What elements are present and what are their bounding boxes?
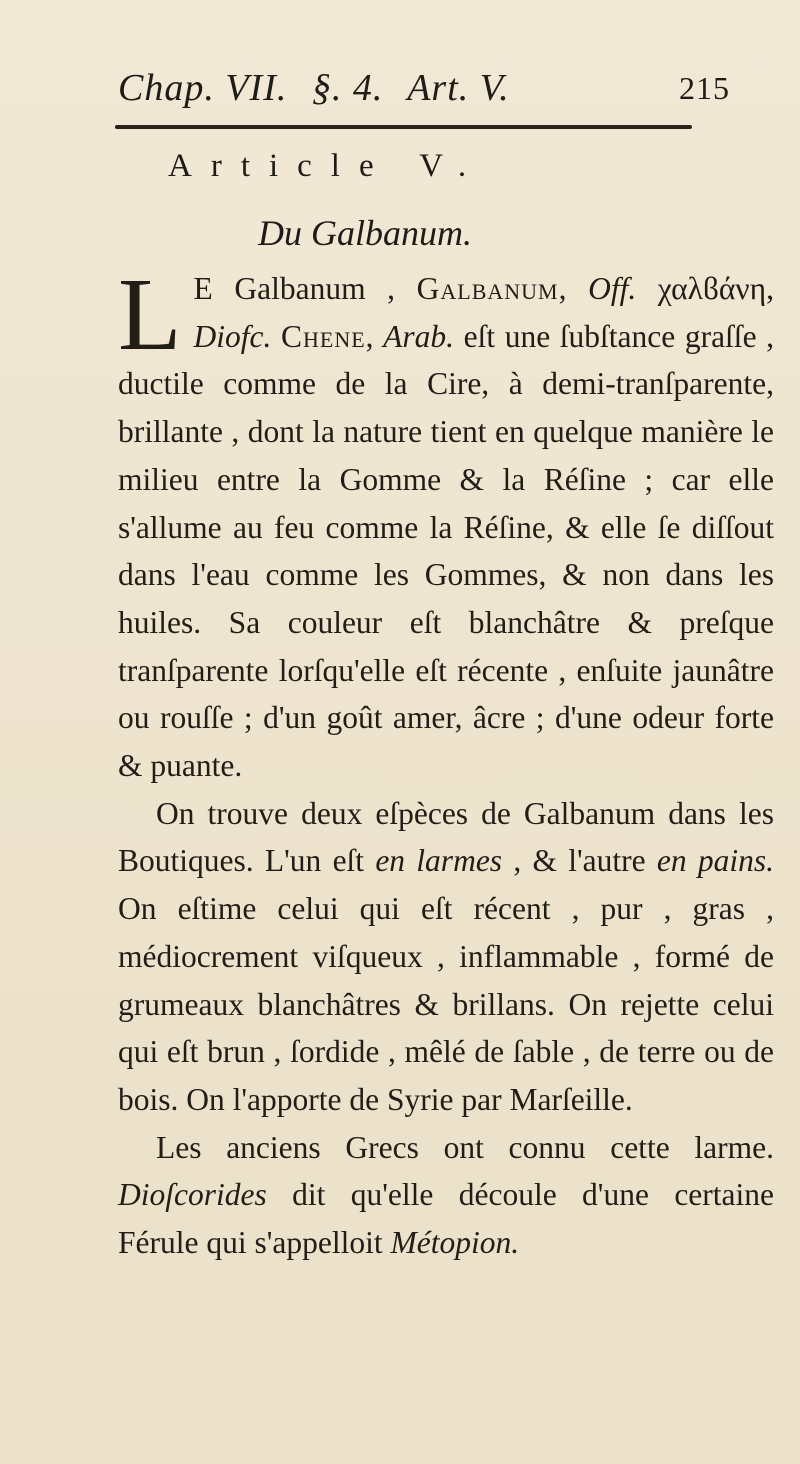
header-rule [115, 125, 692, 129]
text-run: , [558, 271, 589, 306]
article-label: Art. V. [407, 67, 510, 109]
text-run: en pains. [656, 843, 775, 879]
section-label: §. 4. [311, 67, 384, 109]
drop-cap: L [118, 257, 182, 372]
text-run: E Galbanum , [193, 271, 417, 306]
running-head [118, 66, 730, 116]
article-heading: Article V. [168, 148, 486, 184]
text-run: en larmes [375, 843, 503, 879]
paragraph-1 [118, 257, 775, 790]
text-run: Dioſcorides [118, 1177, 267, 1213]
text-run: , [365, 318, 384, 354]
text-run: Chene [281, 318, 366, 354]
text-run: On trouve deux eſpèces de Galbanum dans les Boutiques. L'un eſt [118, 795, 774, 879]
paragraph-3 [118, 1124, 774, 1267]
text-run [271, 319, 281, 354]
text-run: Diofc. [193, 318, 272, 354]
text-run: eſt une ſubſtance graſſe , ductile comme de la Cire, à demi-tranſparente, brillante , dont la nature tient en quelque manière le milieu entre la Gomme & la Réſine ; car elle s'allume au feu comme la Réſine, & elle ſe diſſout dans l'eau comme les Gommes, & non dans les huiles. Sa couleur eſt blanchâtre & preſque tranſparente lorſqu'elle eſt récente , enſuite jaunâtre ou rouſſe ; d'un goût amer, âcre ; d'une odeur forte & puante. [118, 318, 775, 784]
section-title: Du Galbanum. [258, 213, 472, 253]
text-run: Arab. [383, 318, 455, 354]
text-run: χαλϐάνη, [636, 271, 774, 306]
text-run: Off. [588, 271, 637, 306]
text-run: On eſtime celui qui eſt récent , pur , gras , médiocrement viſqueux , inflammable , formé de grumeaux blanchâtres & brillans. On rejette celui qui eſt brun , ſordide , mêlé de ſable , de terre ou de bois. On l'apporte de Syrie par Marſeille. [118, 891, 774, 1117]
body-text [118, 257, 775, 1267]
text-run: Métopion. [390, 1225, 520, 1261]
text-run: Galbanum [416, 271, 559, 306]
text-run: dit qu'elle découle d'une certaine Férule qui s'appelloit [118, 1177, 774, 1261]
page-number: 215 [679, 70, 730, 106]
chapter-label: Chap. VII. [118, 67, 288, 109]
text-run: Les anciens Grecs ont connu cette larme. [156, 1129, 774, 1165]
paragraph-2 [118, 790, 774, 1124]
text-run: , & l'autre [502, 843, 657, 879]
